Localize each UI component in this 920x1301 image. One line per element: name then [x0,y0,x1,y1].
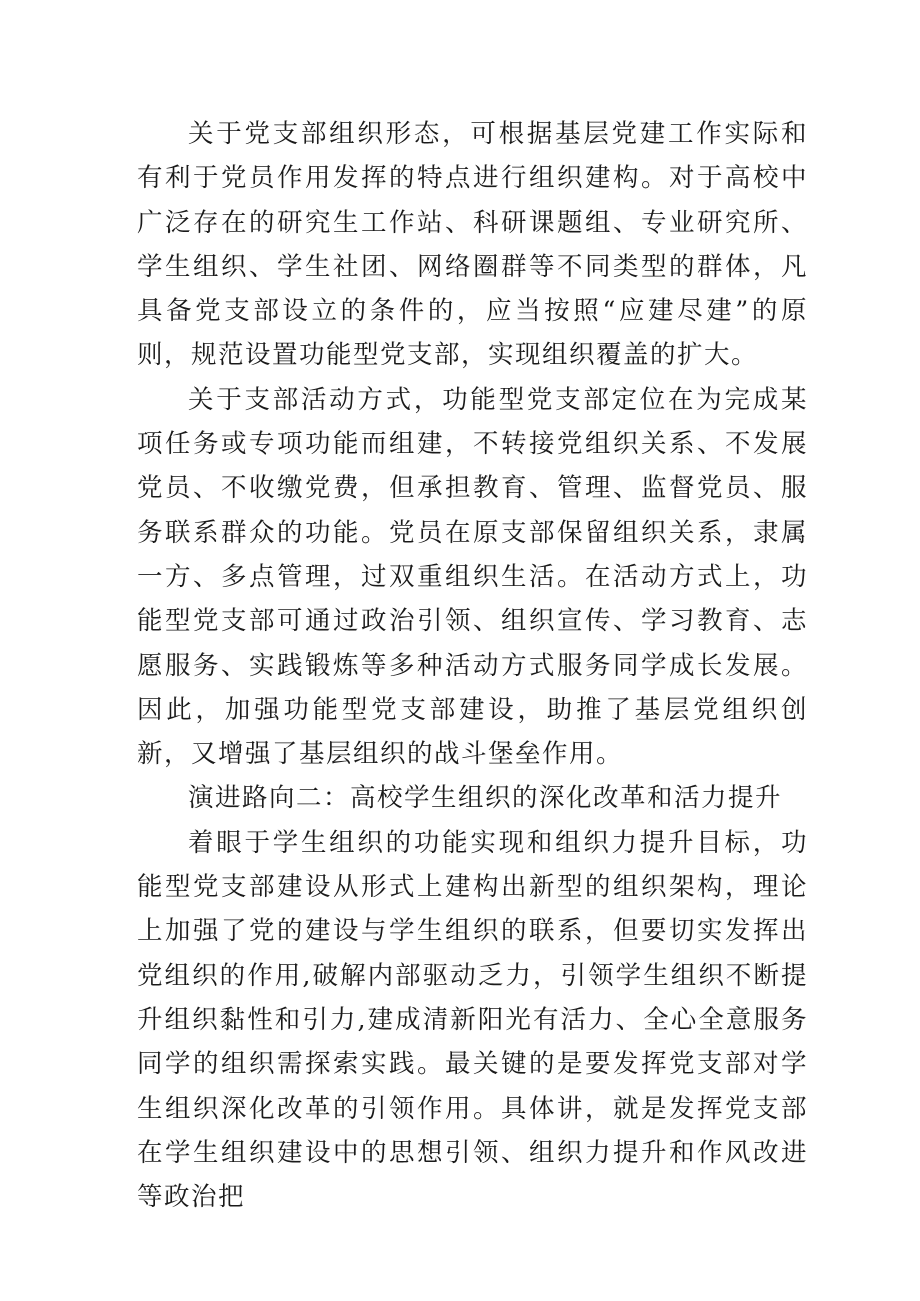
paragraph-branch-activity: 关于支部活动方式，功能型党支部定位在为完成某项任务或专项功能而组建，不转接党组织关系、不发展党员、不收缴党费，但承担教育、管理、监督党员、服务联系群众的功能。党员在原支部保留组织关系，隶属一方、多点管理，过双重组织生活。在活动方式上，功能型党支部可通过政治引领、组织宣传、学习教育、志愿服务、实践锻炼等多种活动方式服务同学成长发展。因此，加强功能型党支部建设，助推了基层党组织创新，又增强了基层组织的战斗堡垒作用。 [137,384,808,770]
paragraph-party-branch-form: 关于党支部组织形态，可根据基层党建工作实际和有利于党员作用发挥的特点进行组织建构。对于高校中广泛存在的研究生工作站、科研课题组、专业研究所、学生组织、学生社团、网络圈群等不同类型的群体，凡具备党支部设立的条件的，应当按照“应建尽建”的原则，规范设置功能型党支部，实现组织覆盖的扩大。 [137,119,808,371]
paragraph-student-organization: 着眼于学生组织的功能实现和组织力提升目标，功能型党支部建设从形式上建构出新型的组织架构，理论上加强了党的建设与学生组织的联系，但要切实发挥出党组织的作用,破解内部驱动乏力，引领学生组织不断提升组织黏性和引力,建成清新阳光有活力、全心全意服务同学的组织需探索实践。最关键的是要发挥党支部对学生组织深化改革的引领作用。具体讲，就是发挥党支部在学生组织建设中的思想引领、组织力提升和作风改进等政治把 [137,827,808,1213]
section-heading: 演进路向二：高校学生组织的深化改革和活力提升 [188,783,783,814]
